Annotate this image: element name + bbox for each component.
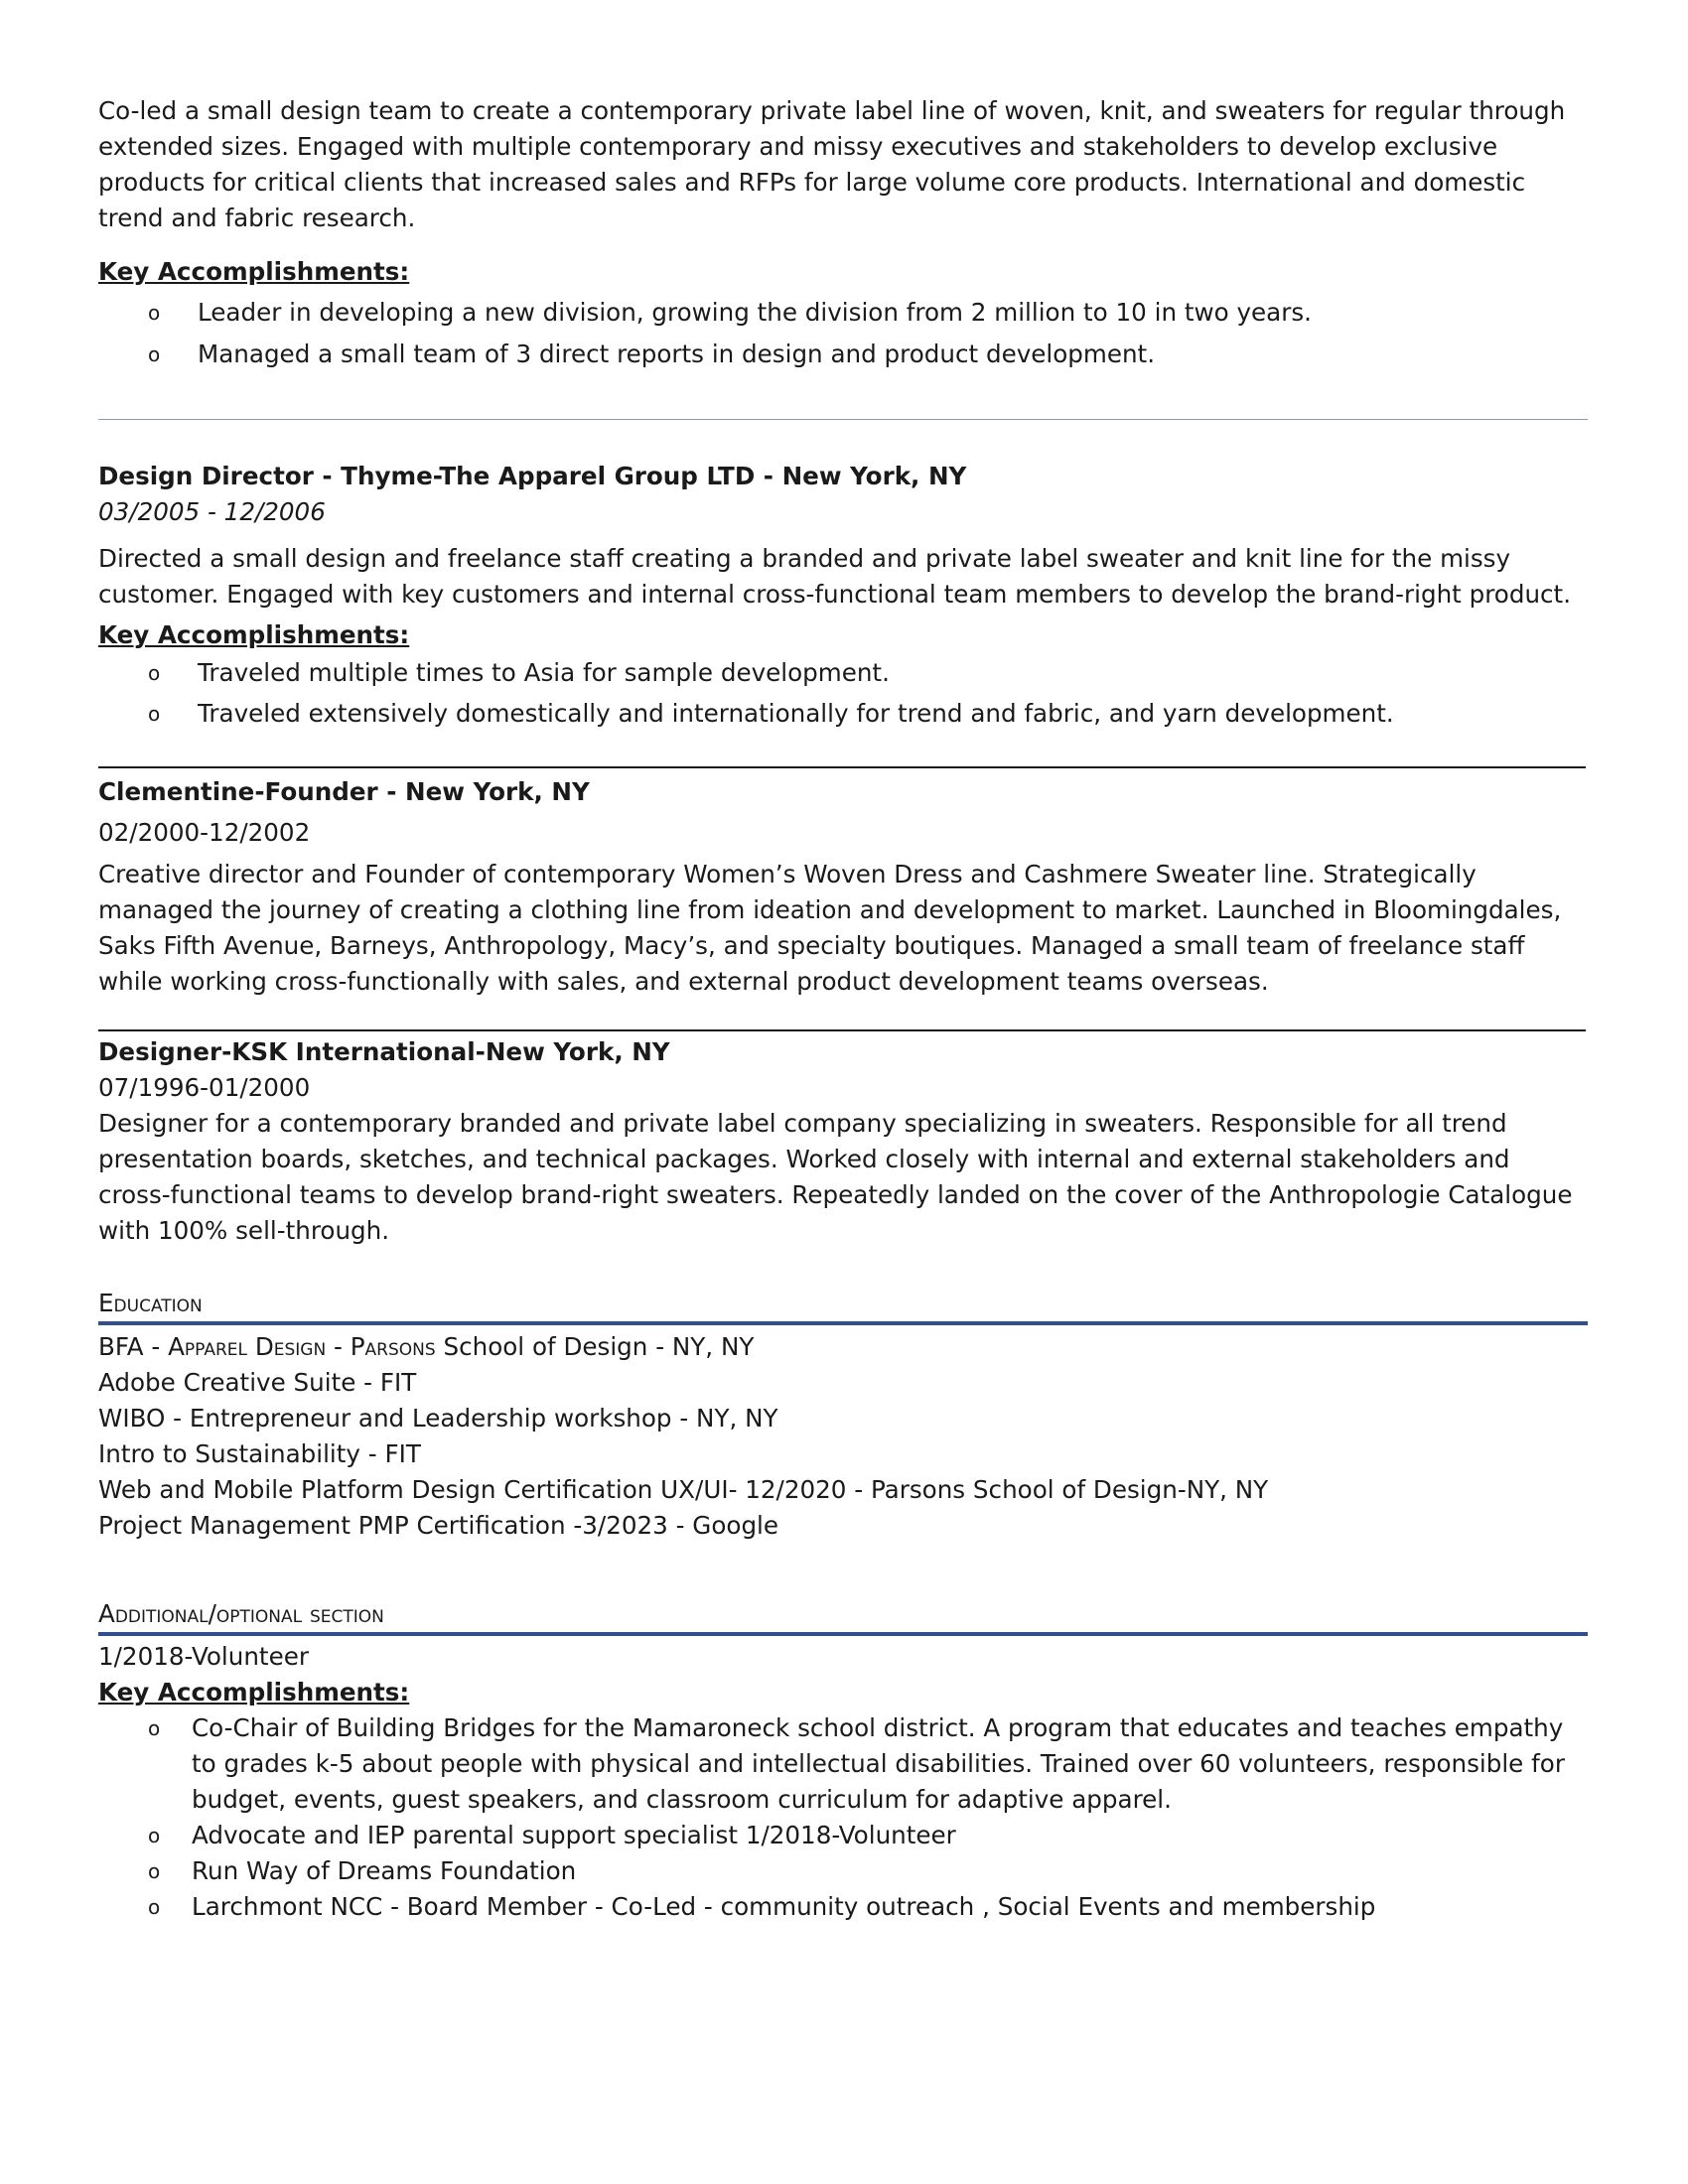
job-dates-thyme: 03/2005 - 12/2006 (98, 497, 326, 526)
education-line: Project Management PMP Certification -3/2023 - Google (98, 1511, 779, 1540)
bullet-marker-icon: o (148, 301, 161, 325)
education-line: Web and Mobile Platform Design Certification UX/UI- 12/2020 - Parsons School of Design-NY, NY (98, 1475, 1269, 1504)
list-item: o Run Way of Dreams Foundation (98, 1853, 1588, 1889)
job-dates-ksk: 07/1996-01/2000 (98, 1073, 311, 1102)
bullet-marker-icon: o (148, 661, 161, 685)
thyme-key-heading: Key Accomplishments: (98, 620, 410, 649)
intro-key-heading: Key Accomplishments: (98, 257, 410, 286)
job-description-thyme: Directed a small design and freelance staff creating a branded and private label sweater and knit line for the missy customer. Engaged with key customers and internal cross-functional team members to develop the brand-right product. (98, 544, 1572, 609)
job-title-ksk: Designer-KSK International-New York, NY (98, 1037, 670, 1066)
education-line: Intro to Sustainability - FIT (98, 1439, 421, 1468)
bullet-marker-icon: o (148, 1824, 161, 1847)
job-title-clementine: Clementine-Founder - New York, NY (98, 777, 590, 806)
list-item: o Advocate and IEP parental support specialist 1/2018-Volunteer (98, 1818, 1588, 1853)
additional-bullets (98, 1710, 1588, 1925)
education-line: Adobe Creative Suite - FIT (98, 1368, 417, 1397)
bullet-marker-icon: o (148, 1716, 161, 1740)
bullet-marker-icon: o (148, 342, 161, 366)
bullet-marker-icon: o (148, 1895, 161, 1919)
education-list (98, 1329, 1588, 1544)
bullet-marker-icon: o (148, 1859, 161, 1883)
intro-paragraph: Co-led a small design team to create a contemporary private label line of woven, knit, and sweaters for regular through extended sizes. Engaged with multiple contemporary and missy executives and stakeholders to develop exclusive products for critical clients that increased sales and RFPs for large volume core products. International and domestic trend and fabric research. (98, 96, 1566, 232)
section-divider (98, 1321, 1588, 1325)
section-divider (98, 1029, 1586, 1031)
additional-date: 1/2018-Volunteer (98, 1642, 309, 1671)
job-description-ksk: Designer for a contemporary branded and private label company specializing in sweaters. Responsible for all trend presentation boards, sketches, and technical packages. Worked closely with internal and external stakeholders and cross-functional teams to develop brand-right sweaters. Repeatedly landed on the cover of the Anthropologie Catalogue with 100% sell-through. (98, 1109, 1573, 1245)
education-line: BFA - Apparel Design - Parsons School of Design - NY, NY (98, 1332, 755, 1361)
education-heading: Education (98, 1289, 203, 1317)
bullet-marker-icon: o (148, 702, 161, 726)
job-description-clementine: Creative director and Founder of contemporary Women’s Woven Dress and Cashmere Sweater line. Strategically managed the journey of creating a clothing line from ideation and development to market. Launched in Bloomingdales, Saks Fifth Avenue, Barneys, Anthropology, Macy’s, and specialty boutiques. Managed a small team of freelance staff while working cross-functionally with sales, and external product development teams overseas. (98, 860, 1562, 996)
job-dates-clementine: 02/2000-12/2002 (98, 818, 311, 847)
section-divider (98, 766, 1586, 768)
list-item: o Traveled extensively domestically and internationally for trend and fabric, and yarn development. (98, 696, 1588, 732)
list-item: o Co-Chair of Building Bridges for the Mamaroneck school district. A program that educates and teaches empathy to grades k-5 about people with physical and intellectual disabilities. Trained over 60 volunteers, responsible for budget, events, guest speakers, and classroom curriculum for adaptive apparel. (98, 1710, 1588, 1818)
list-item: o Leader in developing a new division, growing the division from 2 million to 10 in two years. (98, 295, 1588, 331)
list-item: o Managed a small team of 3 direct reports in design and product development. (98, 337, 1588, 372)
intro-bullets (98, 295, 1588, 372)
list-item: o Traveled multiple times to Asia for sample development. (98, 655, 1588, 691)
additional-heading: Additional/optional section (98, 1599, 384, 1628)
section-divider (98, 1632, 1588, 1636)
list-item: o Larchmont NCC - Board Member - Co-Led - community outreach , Social Events and membership (98, 1889, 1588, 1925)
job-title-thyme: Design Director - Thyme-The Apparel Group LTD - New York, NY (98, 462, 967, 490)
education-line: WIBO - Entrepreneur and Leadership workshop - NY, NY (98, 1404, 778, 1433)
additional-key-heading: Key Accomplishments: (98, 1678, 410, 1706)
section-divider (98, 419, 1588, 420)
thyme-bullets (98, 655, 1588, 732)
